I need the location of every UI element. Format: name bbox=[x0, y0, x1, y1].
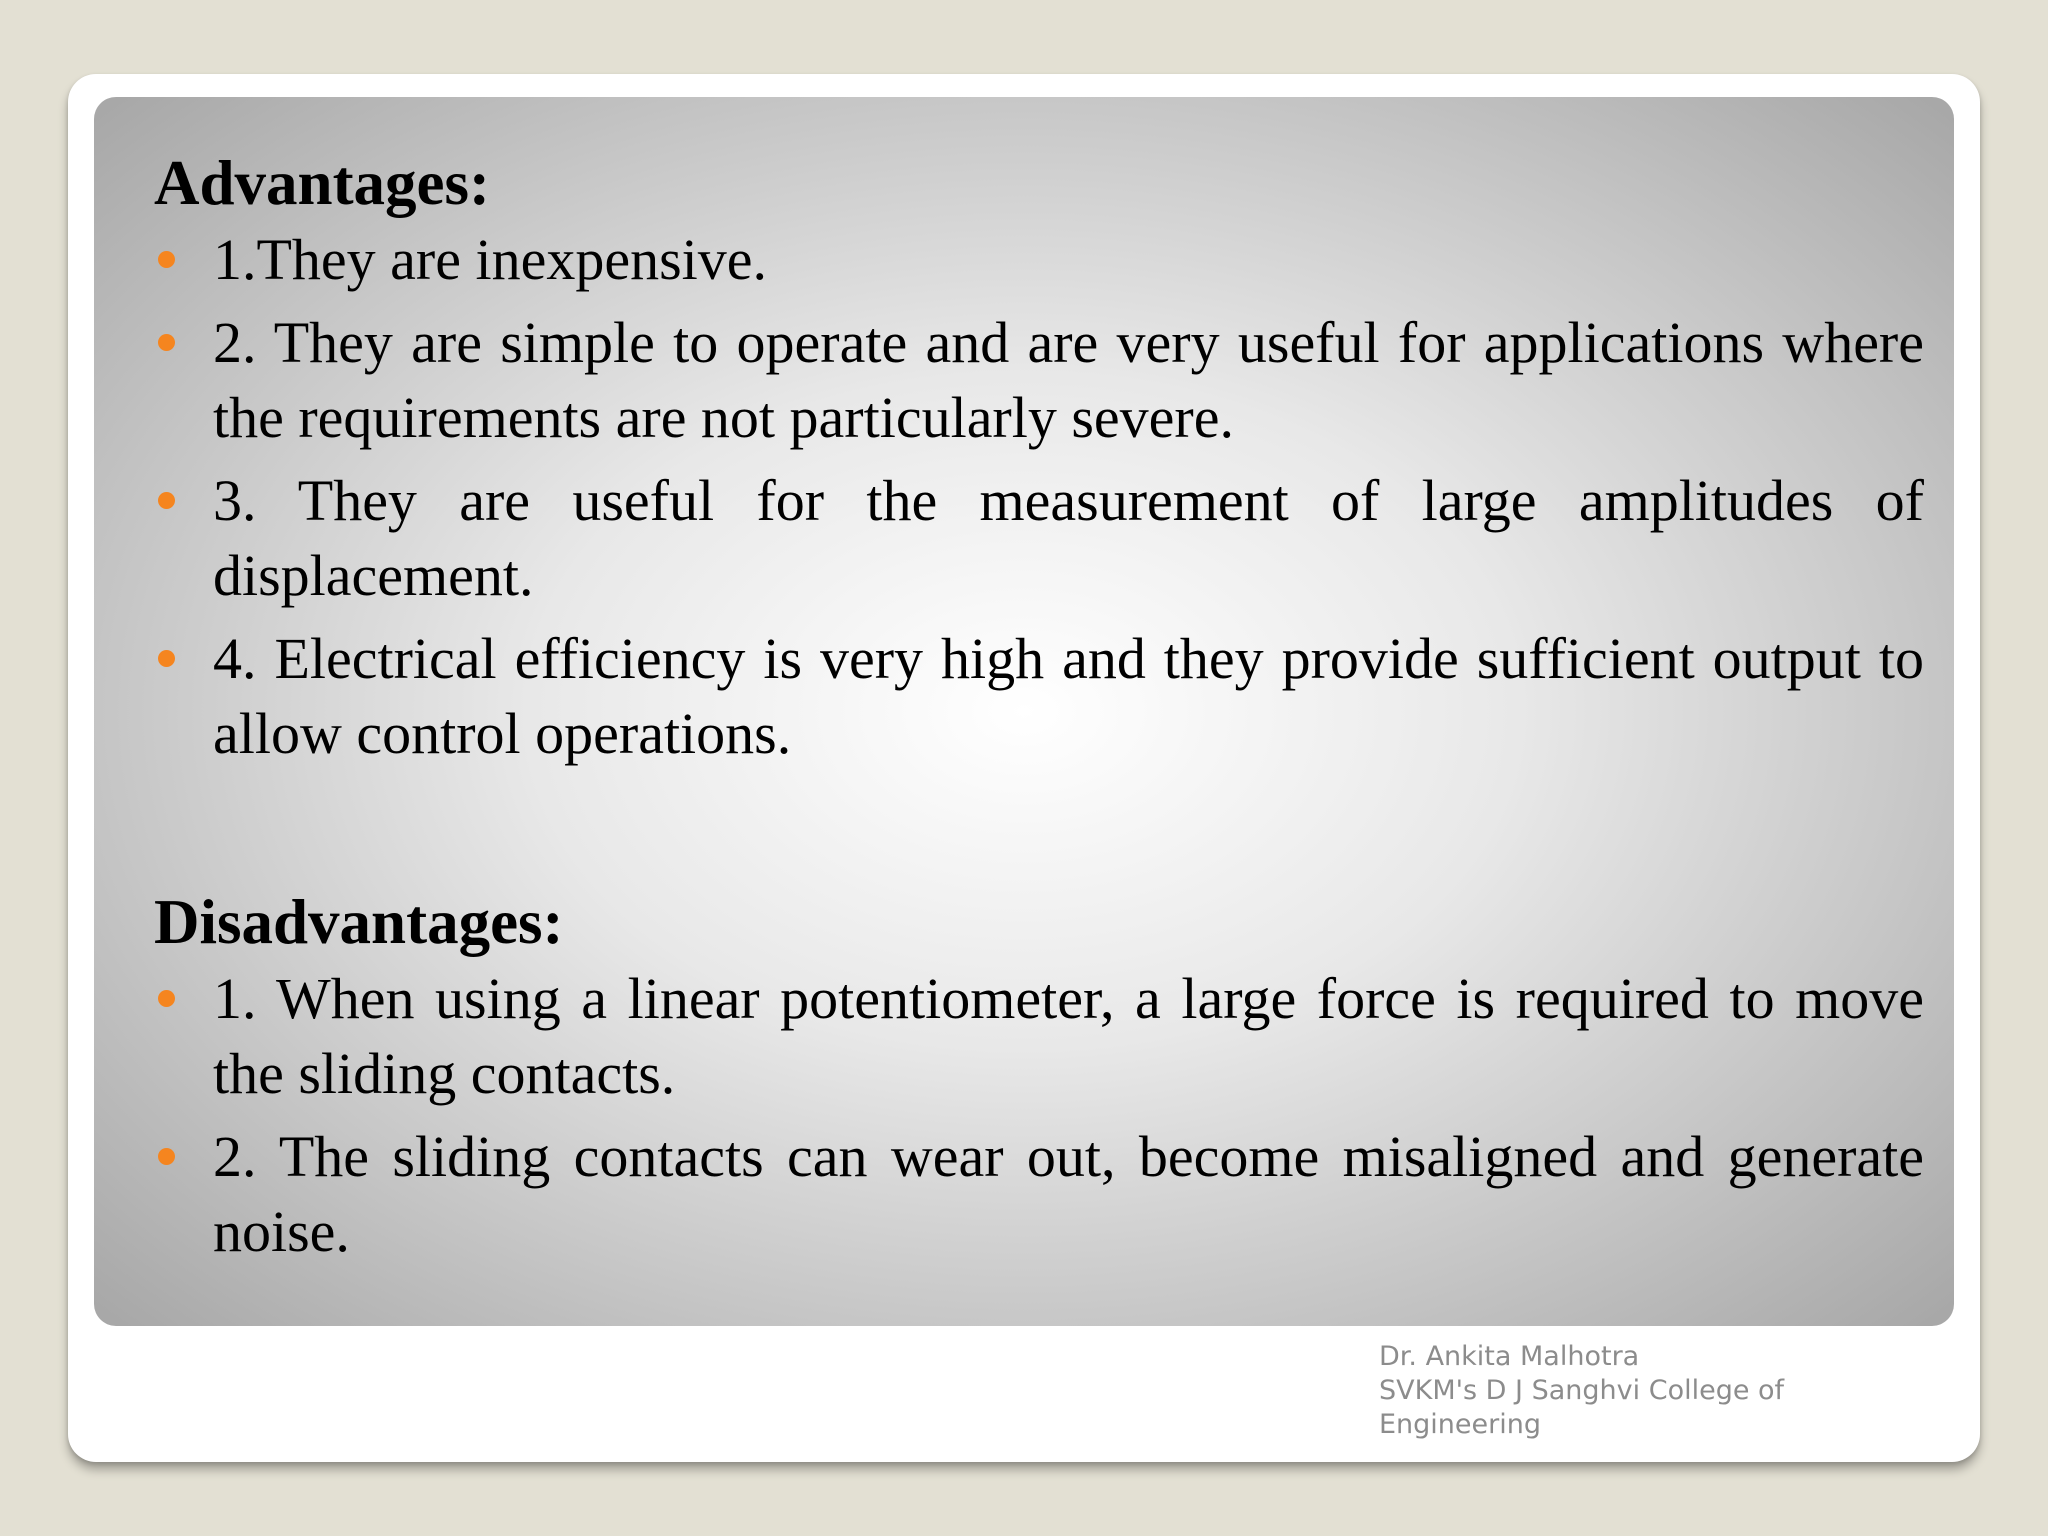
advantage-item bbox=[154, 621, 1924, 771]
section-spacer bbox=[154, 779, 1924, 883]
disadvantage-text: 2. The sliding contacts can wear out, become misaligned and generate noise. bbox=[213, 1124, 1924, 1264]
bullet-dot-icon bbox=[158, 334, 175, 351]
slide-body bbox=[154, 144, 1924, 1277]
advantage-text: 2. They are simple to operate and are very useful for applications where the requirements are not particularly severe. bbox=[213, 310, 1924, 450]
disadvantages-list bbox=[154, 961, 1924, 1269]
footer-institution: SVKM's D J Sanghvi College of bbox=[1379, 1375, 1785, 1406]
disadvantage-item bbox=[154, 1119, 1924, 1269]
advantage-item bbox=[154, 463, 1924, 613]
footer-institution-cont: Engineering bbox=[1379, 1409, 1541, 1440]
disadvantage-text: 1. When using a linear potentiometer, a large force is required to move the sliding contacts. bbox=[213, 966, 1924, 1106]
bullet-dot-icon bbox=[158, 990, 175, 1007]
disadvantages-heading: Disadvantages: bbox=[154, 887, 564, 957]
bullet-dot-icon bbox=[158, 1148, 175, 1165]
footer-author: Dr. Ankita Malhotra bbox=[1379, 1341, 1640, 1372]
bullet-dot-icon bbox=[158, 492, 175, 509]
advantage-text: 1.They are inexpensive. bbox=[213, 227, 768, 292]
advantage-item bbox=[154, 222, 1924, 297]
advantage-item bbox=[154, 305, 1924, 455]
advantage-text: 3. They are useful for the measurement of large amplitudes of displacement. bbox=[213, 468, 1924, 608]
advantages-heading: Advantages: bbox=[154, 148, 491, 218]
slide-footer bbox=[1379, 1340, 1784, 1442]
advantages-list bbox=[154, 222, 1924, 771]
bullet-dot-icon bbox=[158, 251, 175, 268]
disadvantage-item bbox=[154, 961, 1924, 1111]
bullet-dot-icon bbox=[158, 650, 175, 667]
advantage-text: 4. Electrical efficiency is very high and they provide sufficient output to allow control operations. bbox=[213, 626, 1924, 766]
